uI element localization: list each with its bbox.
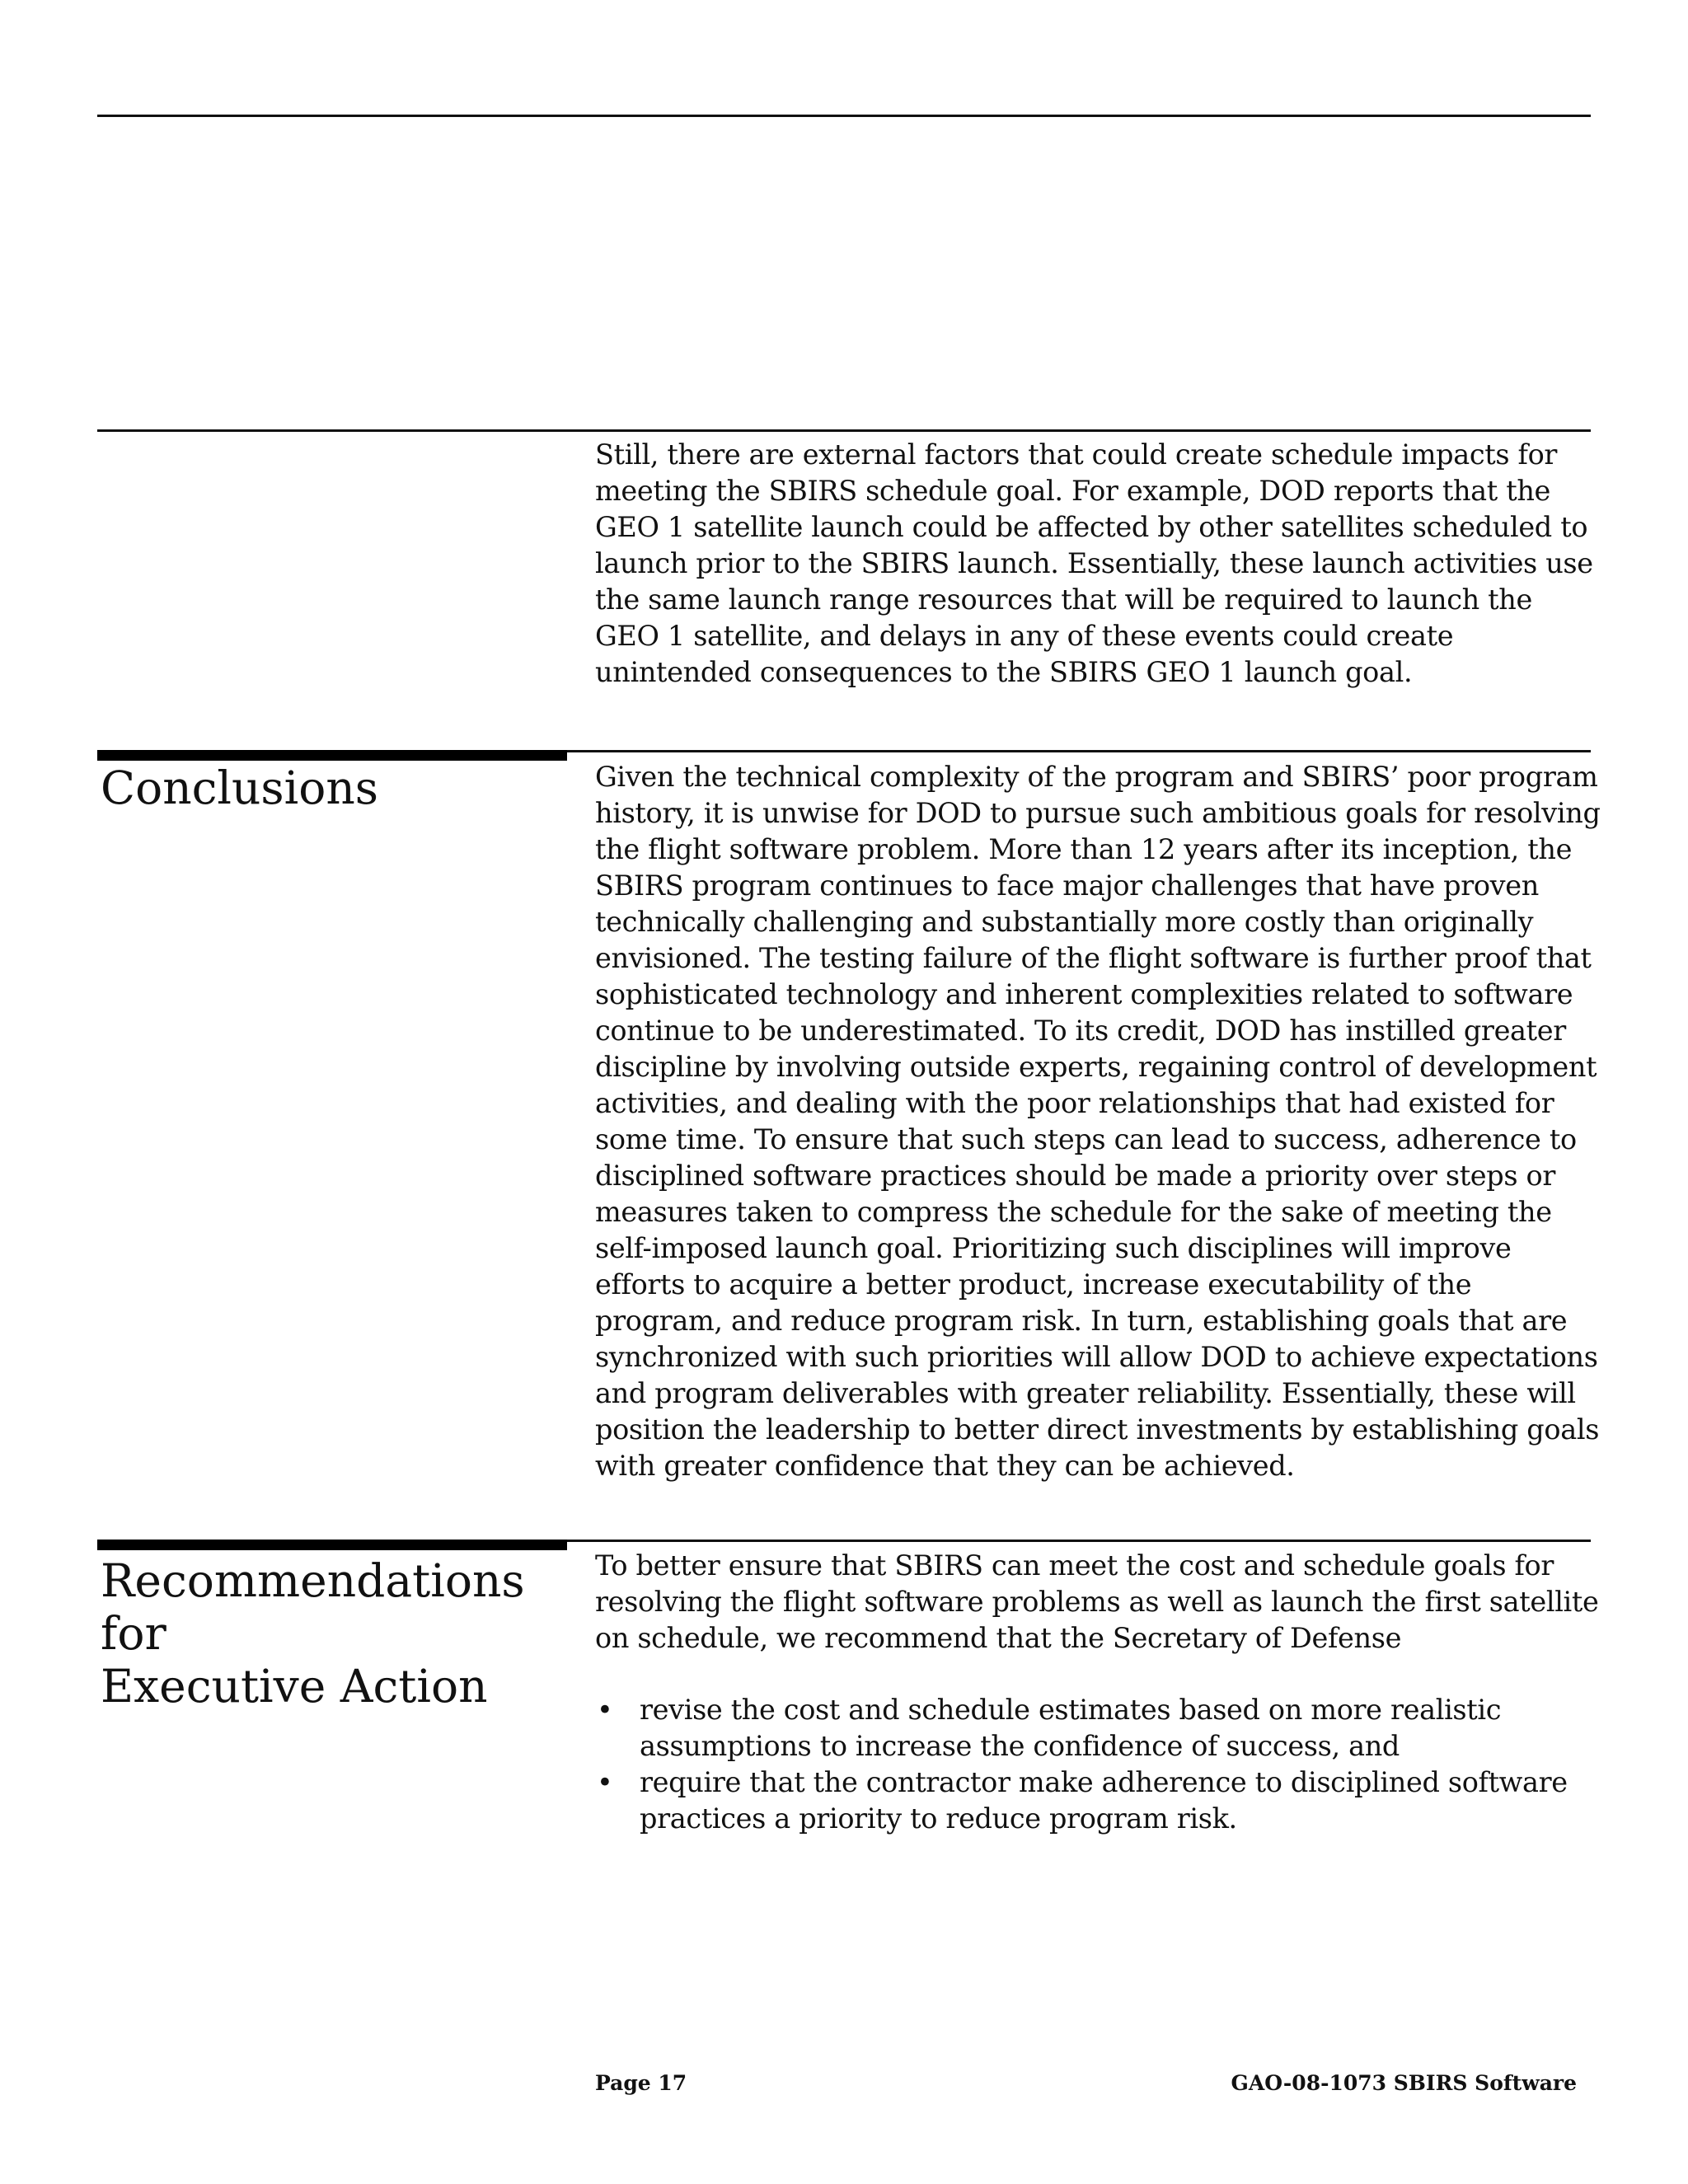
page-number: Page 17 — [595, 2071, 687, 2095]
recommendations-section-bar — [97, 1540, 567, 1550]
conclusions-section-bar — [97, 750, 567, 761]
recommendations-section-rule — [567, 1540, 1591, 1542]
bullet-icon: • — [597, 1766, 613, 1798]
intro-paragraph: Still, there are external factors that could create schedule impacts for meeting the SBIRS schedule goal. For example, DOD reports that the GEO 1 satellite launch could be affected by other satellites scheduled to launch prior to the SBIRS launch. Essentially, these launch activities use the same launch range resources that will be required to launch the GEO 1 satellite, and delays in any of these events could create unintended consequences to the SBIRS GEO 1 launch goal. — [595, 438, 1593, 688]
bullet-icon: • — [597, 1694, 613, 1726]
recommendations-paragraph: To better ensure that SBIRS can meet the cost and schedule goals for resolving the flight software problems as well as launch the first satellite on schedule, we recommend that the Secretary of Defense — [595, 1549, 1599, 1654]
recommendations-heading-line2: Executive Action — [101, 1660, 488, 1713]
list-item-text: require that the contractor make adherence to disciplined software practices a priority to reduce program risk. — [640, 1766, 1568, 1835]
document-identifier: GAO-08-1073 SBIRS Software — [1231, 2071, 1577, 2095]
conclusions-paragraph: Given the technical complexity of the program and SBIRS’ poor program history, it is unwise for DOD to pursue such ambitious goals for resolving the flight software problem. More than 12 years after its inception, the SBIRS program continues to face major challenges that have proven technically challenging and substantially more costly than originally envisioned. The testing failure of the flight software is further proof that sophisticated technology and inherent complexities related to software continue to be underestimated. To its credit, DOD has instilled greater discipline by involving outside experts, regaining control of development activities, and dealing with the poor relationships that had existed for some time. To ensure that such steps can lead to success, adherence to disciplined software practices should be made a priority over steps or measures taken to compress the schedule for the sake of meeting the self-imposed launch goal. Prioritizing such disciplines will improve efforts to acquire a better product, increase executability of the program, and reduce program risk. In turn, establishing goals that are synchronized with such priorities will allow DOD to achieve expectations and program deliverables with greater reliability. Essentially, these will position the leadership to better direct investments by establishing goals with greater confidence that they can be achieved. — [595, 761, 1601, 1482]
recommendations-heading — [101, 1554, 567, 1713]
list-item — [595, 1765, 1601, 1837]
list-item — [595, 1692, 1601, 1765]
conclusions-heading: Conclusions — [101, 762, 379, 814]
list-item-text: revise the cost and schedule estimates based on more realistic assumptions to increase the confidence of success, and — [640, 1694, 1502, 1762]
top-rule — [97, 115, 1591, 117]
recommendations-heading-line1: Recommendations for — [101, 1554, 525, 1660]
conclusions-section-rule — [567, 750, 1591, 752]
recommendations-list — [595, 1692, 1601, 1837]
section-rule — [97, 429, 1591, 432]
